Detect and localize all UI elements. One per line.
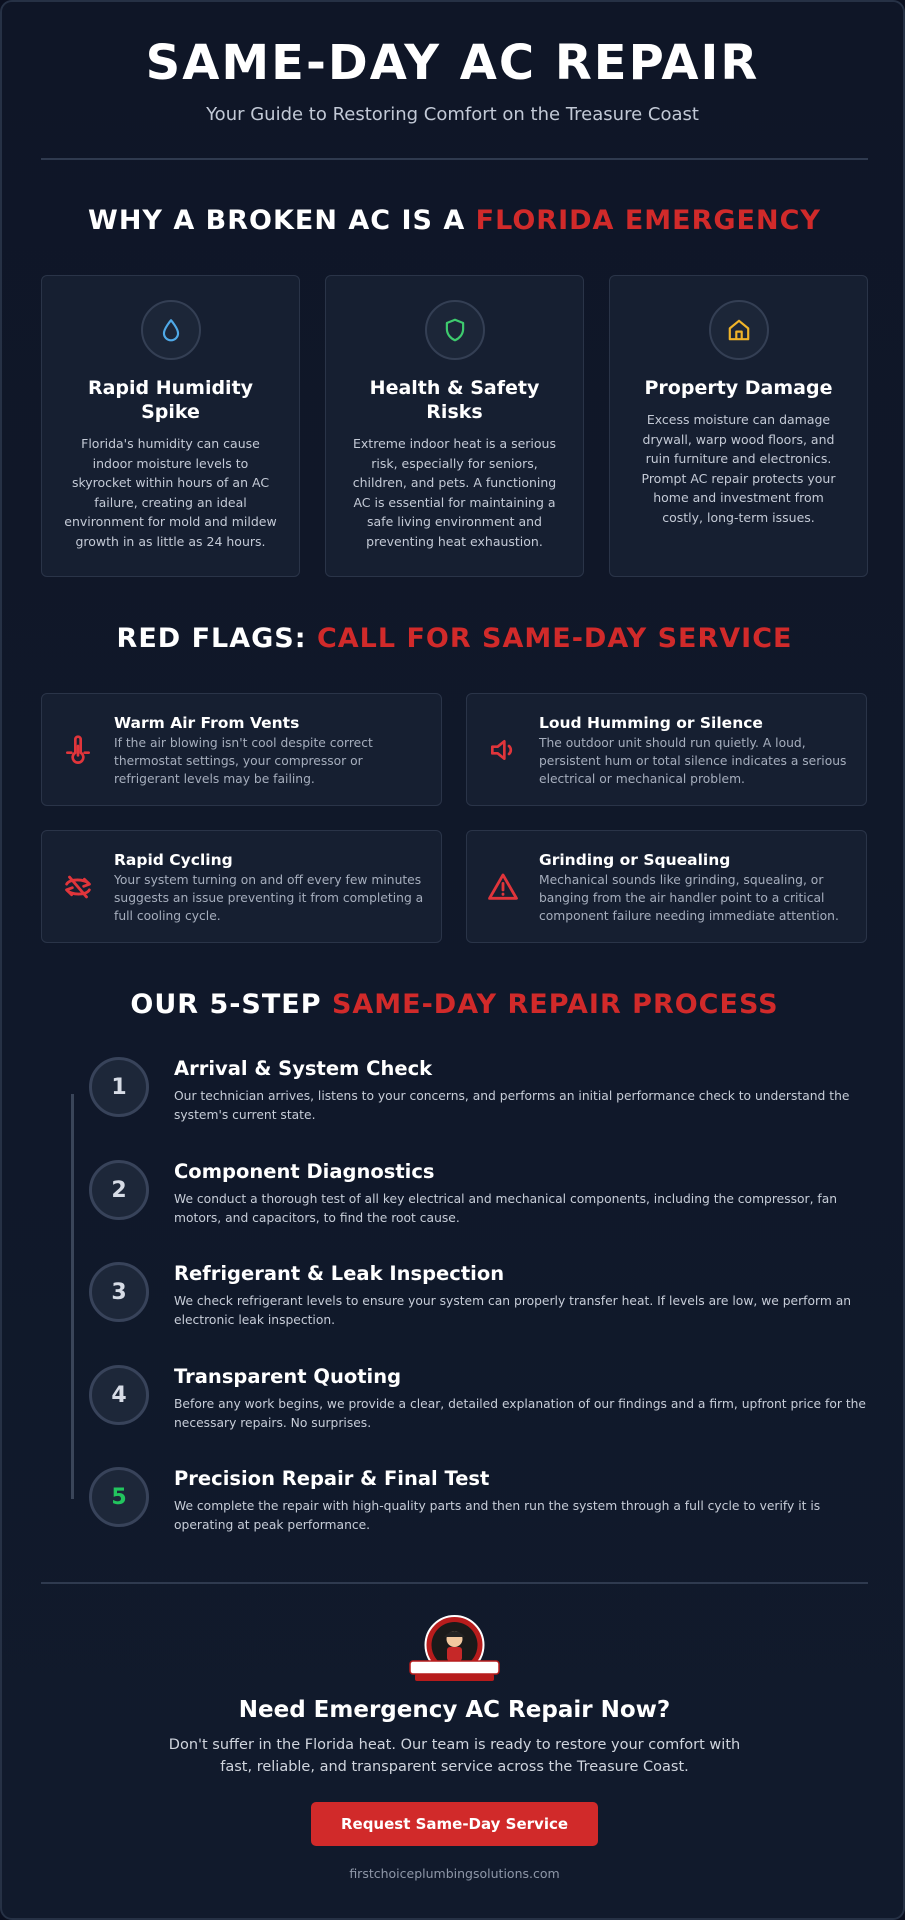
red-flag-grinding [466,830,867,943]
step-title: Transparent Quoting [174,1365,402,1388]
red-flags-section-title [2,623,905,654]
why-card-property [609,275,868,577]
why-card-title: Rapid Humidity Spike [87,377,254,423]
red-flag-text: The outdoor unit should run quietly. A loud, persistent hum or total silence indicates a serious electrical or mechanical problem. [539,736,847,786]
step-number: 5 [89,1467,149,1527]
red-flags-title-prefix: RED FLAGS: [116,623,317,654]
timeline-line [71,1094,74,1499]
step-text: We complete the repair with high-quality parts and then run the system through a full cycle to verify it is operating at peak performance. [174,1499,821,1532]
warning-triangle-icon [485,869,521,905]
why-card-humidity [41,275,300,577]
step-title: Precision Repair & Final Test [174,1467,490,1490]
process-step-1 [89,1057,869,1147]
step-text: We conduct a thorough test of all key electrical and mechanical components, including the compressor, fan motors, and capacitors, to find the root cause. [174,1192,838,1225]
why-card-health [325,275,584,577]
why-card-text: Excess moisture can damage drywall, warp wood floors, and ruin furniture and electronics. Prompt AC repair protects your home and investment from costly, long-term issues. [641,412,836,525]
red-flag-rapid-cycling [41,830,442,943]
why-card-title: Property Damage [644,377,833,399]
red-flags-title-accent: CALL FOR SAME-DAY SERVICE [316,623,793,654]
water-drop-icon [141,300,201,360]
red-flag-warm-air [41,693,442,806]
shield-icon [425,300,485,360]
step-number: 2 [89,1160,149,1220]
step-title: Refrigerant & Leak Inspection [174,1262,505,1285]
red-flag-title: Rapid Cycling [114,851,233,869]
step-title: Component Diagnostics [174,1160,435,1183]
process-section-title [2,989,905,1020]
step-text: Before any work begins, we provide a clear, detailed explanation of our findings and a firm, upfront price for the necessary repairs. No surprises. [174,1397,866,1430]
red-flag-title: Loud Humming or Silence [539,714,763,732]
header [2,2,903,125]
header-divider [41,158,868,160]
company-logo [407,1615,502,1685]
step-number: 3 [89,1262,149,1322]
house-icon [709,300,769,360]
process-step-4 [89,1365,869,1455]
red-flag-loud-humming [466,693,867,806]
step-text: Our technician arrives, listens to your concerns, and performs an initial performance check to understand the system's current state. [174,1089,850,1122]
request-service-button[interactable]: Request Same-Day Service [311,1802,598,1846]
process-title-accent: SAME-DAY REPAIR PROCESS [331,989,779,1020]
red-flag-text: If the air blowing isn't cool despite correct thermostat settings, your compressor or refrigerant levels may be failing. [114,736,373,786]
thermometer-icon [60,732,96,768]
page-title: SAME-DAY AC REPAIR [145,35,760,91]
why-title-prefix: WHY A BROKEN AC IS A [88,205,476,236]
cta-title: Need Emergency AC Repair Now? [238,1697,671,1723]
why-card-text: Florida's humidity can cause indoor moisture levels to skyrocket within hours of an AC failure, creating an ideal environment for mold and mildew growth in as little as 24 hours. [64,436,277,549]
step-title: Arrival & System Check [174,1057,433,1080]
why-card-title: Health & Safety Risks [369,377,540,423]
footer-divider [41,1582,868,1584]
step-text: We check refrigerant levels to ensure your system can properly transfer heat. If levels are low, we perform an electronic leak inspection. [174,1294,852,1327]
step-number: 4 [89,1365,149,1425]
why-section-title [2,205,905,236]
process-title-prefix: OUR 5-STEP [130,989,332,1020]
red-flag-text: Mechanical sounds like grinding, squealing, or banging from the air handler point to a critical component failure needing immediate attention. [539,873,839,923]
red-flag-title: Grinding or Squealing [539,851,731,869]
red-flag-title: Warm Air From Vents [114,714,300,732]
process-step-2 [89,1160,869,1250]
cta-text: Don't suffer in the Florida heat. Our team is ready to restore your comfort with fast, reliable, and transparent service across the Treasure Coast. [168,1737,741,1775]
why-card-text: Extreme indoor heat is a serious risk, especially for seniors, children, and pets. A functioning AC is essential for maintaining a safe living environment and preventing heat exhaustion. [352,436,557,549]
process-step-5 [89,1467,869,1557]
process-step-3 [89,1262,869,1352]
red-flag-text: Your system turning on and off every few minutes suggests an issue preventing it from completing a full cooling cycle. [114,873,424,923]
page-subtitle: Your Guide to Restoring Comfort on the Treasure Coast [206,104,699,125]
step-number: 1 [89,1057,149,1117]
cycle-arrows-icon [60,869,96,905]
why-title-accent: FLORIDA EMERGENCY [475,205,821,236]
speaker-icon [485,732,521,768]
website-link[interactable]: firstchoiceplumbingsolutions.com [349,1866,560,1881]
